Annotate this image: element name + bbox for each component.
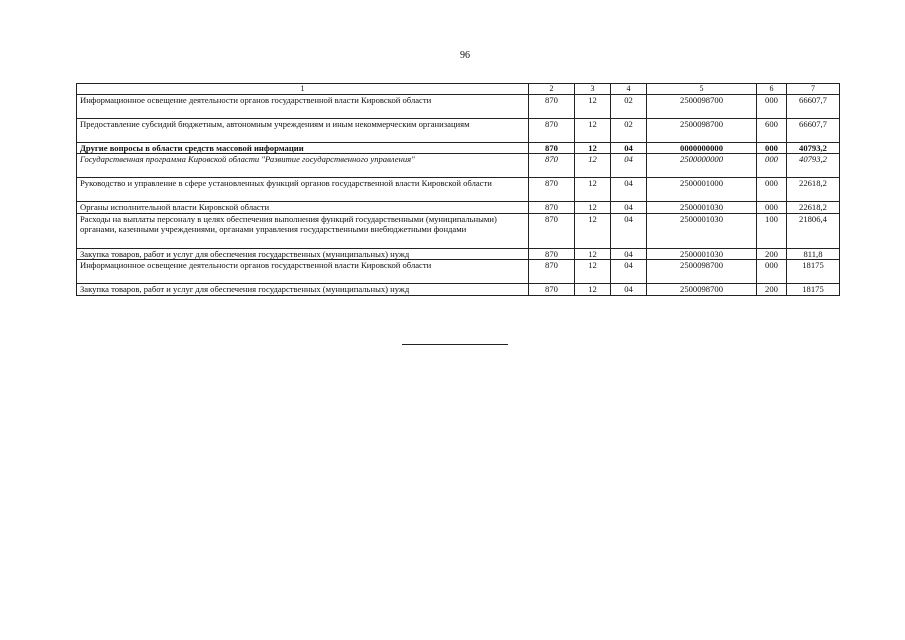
table-row [77, 95, 840, 119]
row-amount: 811,8 [787, 248, 840, 259]
table-row [77, 119, 840, 143]
row-section: 12 [575, 260, 611, 284]
row-admin-code: 870 [529, 248, 575, 259]
row-description: Руководство и управление в сфере установленных функций органов государственной власти Кировской области [77, 178, 529, 202]
row-description: Предоставление субсидий бюджетным, автономным учреждениям и иным некоммерческим организациям [77, 119, 529, 143]
row-description: Закупка товаров, работ и услуг для обеспечения государственных (муниципальных) нужд [77, 284, 529, 295]
row-target-article: 2500098700 [647, 260, 757, 284]
row-admin-code: 870 [529, 213, 575, 248]
row-expense-type: 000 [757, 260, 787, 284]
header-col-6: 6 [757, 84, 787, 95]
header-col-2: 2 [529, 84, 575, 95]
table-row [77, 143, 840, 154]
row-subsection: 04 [611, 202, 647, 213]
table-row [77, 260, 840, 284]
row-section: 12 [575, 178, 611, 202]
page-number: 96 [460, 50, 470, 61]
row-description: Другие вопросы в области средств массовой информации [77, 143, 529, 154]
table-row [77, 154, 840, 178]
header-col-4: 4 [611, 84, 647, 95]
row-expense-type: 600 [757, 119, 787, 143]
footer-divider [402, 344, 508, 345]
header-col-7: 7 [787, 84, 840, 95]
row-description: Информационное освещение деятельности органов государственной власти Кировской области [77, 95, 529, 119]
row-expense-type: 000 [757, 202, 787, 213]
row-description: Государственная программа Кировской области "Развитие государственного управления" [77, 154, 529, 178]
row-amount: 40793,2 [787, 154, 840, 178]
header-col-1: 1 [77, 84, 529, 95]
row-admin-code: 870 [529, 260, 575, 284]
row-target-article: 0000000000 [647, 143, 757, 154]
table-row [77, 178, 840, 202]
row-admin-code: 870 [529, 95, 575, 119]
row-admin-code: 870 [529, 202, 575, 213]
row-subsection: 04 [611, 284, 647, 295]
header-col-5: 5 [647, 84, 757, 95]
row-expense-type: 000 [757, 143, 787, 154]
row-amount: 18175 [787, 284, 840, 295]
row-amount: 66607,7 [787, 119, 840, 143]
row-description: Закупка товаров, работ и услуг для обеспечения государственных (муниципальных) нужд [77, 248, 529, 259]
row-subsection: 04 [611, 248, 647, 259]
row-expense-type: 200 [757, 284, 787, 295]
row-target-article: 2500098700 [647, 284, 757, 295]
row-target-article: 2500001030 [647, 248, 757, 259]
row-target-article: 2500001030 [647, 202, 757, 213]
row-amount: 22618,2 [787, 178, 840, 202]
row-amount: 18175 [787, 260, 840, 284]
budget-table [76, 83, 840, 296]
table-row [77, 248, 840, 259]
row-admin-code: 870 [529, 143, 575, 154]
row-section: 12 [575, 119, 611, 143]
row-expense-type: 000 [757, 154, 787, 178]
row-description: Информационное освещение деятельности органов государственной власти Кировской области [77, 260, 529, 284]
row-subsection: 04 [611, 143, 647, 154]
row-amount: 22618,2 [787, 202, 840, 213]
row-subsection: 02 [611, 119, 647, 143]
row-subsection: 04 [611, 260, 647, 284]
row-section: 12 [575, 143, 611, 154]
table-row [77, 202, 840, 213]
row-description: Расходы на выплаты персоналу в целях обеспечения выполнения функций государственными (муниципальными) органами, казенными учреждениями, органами управления государственными внебюджетными фондами [77, 213, 529, 248]
row-target-article: 2500001000 [647, 178, 757, 202]
table-row [77, 213, 840, 248]
table-header [77, 84, 840, 95]
row-subsection: 04 [611, 154, 647, 178]
row-subsection: 02 [611, 95, 647, 119]
table-body [77, 95, 840, 296]
row-section: 12 [575, 202, 611, 213]
row-target-article: 2500000000 [647, 154, 757, 178]
row-admin-code: 870 [529, 178, 575, 202]
row-target-article: 2500098700 [647, 119, 757, 143]
row-subsection: 04 [611, 213, 647, 248]
row-section: 12 [575, 248, 611, 259]
row-description: Органы исполнительной власти Кировской области [77, 202, 529, 213]
header-row [77, 84, 840, 95]
row-expense-type: 000 [757, 95, 787, 119]
row-expense-type: 200 [757, 248, 787, 259]
row-target-article: 2500098700 [647, 95, 757, 119]
row-admin-code: 870 [529, 284, 575, 295]
row-section: 12 [575, 154, 611, 178]
row-section: 12 [575, 284, 611, 295]
row-section: 12 [575, 95, 611, 119]
row-admin-code: 870 [529, 119, 575, 143]
row-amount: 66607,7 [787, 95, 840, 119]
row-expense-type: 000 [757, 178, 787, 202]
row-subsection: 04 [611, 178, 647, 202]
row-amount: 40793,2 [787, 143, 840, 154]
row-amount: 21806,4 [787, 213, 840, 248]
header-col-3: 3 [575, 84, 611, 95]
row-expense-type: 100 [757, 213, 787, 248]
row-section: 12 [575, 213, 611, 248]
row-target-article: 2500001030 [647, 213, 757, 248]
row-admin-code: 870 [529, 154, 575, 178]
table-row [77, 284, 840, 295]
